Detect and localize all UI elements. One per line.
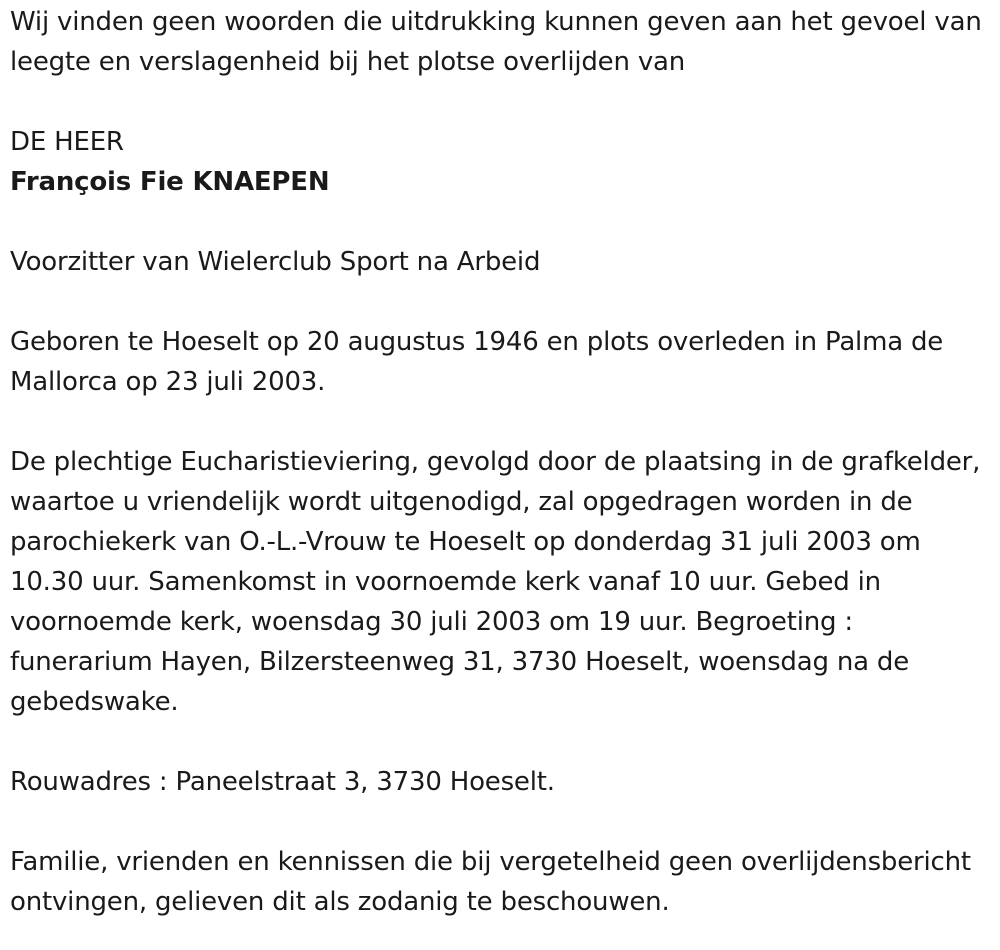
spacer [10,202,990,242]
role-text: Voorzitter van Wielerclub Sport na Arbeid [10,247,541,277]
spacer [10,282,990,322]
ceremony-text: De plechtige Eucharistieviering, gevolgd door de plaatsing in de grafkelder, waartoe u vriendelijk wordt uitgenodigd, zal opgedragen worden in de parochiekerk van O.-L.-Vrouw te Hoeselt op donderdag 31 juli 2003 om 10.30 uur. Samenkomst in voornoemde kerk vanaf 10 uur. Gebed in voornoemde kerk, woensdag 30 juli 2003 om 19 uur. Begroeting : funerarium Hayen, Bilzersteenweg 31, 3730 Hoeselt, woensdag na de gebedswake. [10,447,981,717]
spacer [10,722,990,762]
mourning-address: Rouwadres : Paneelstraat 3, 3730 Hoeselt. [10,767,555,797]
title-prefix: DE HEER [10,127,124,157]
intro-text: Wij vinden geen woorden die uitdrukking kunnen geven aan het gevoel van leegte en verslagenheid bij het plotse overlijden van [10,7,982,77]
birth-death-text: Geboren te Hoeselt op 20 augustus 1946 en plots overleden in Palma de Mallorca op 23 juli 2003. [10,327,944,397]
closing-text: Familie, vrienden en kennissen die bij vergetelheid geen overlijdensbericht ontvingen, gelieven dit als zodanig te beschouwen. [10,847,971,917]
spacer [10,82,990,122]
spacer [10,802,990,842]
deceased-name: François Fie KNAEPEN [10,167,330,197]
spacer [10,402,990,442]
